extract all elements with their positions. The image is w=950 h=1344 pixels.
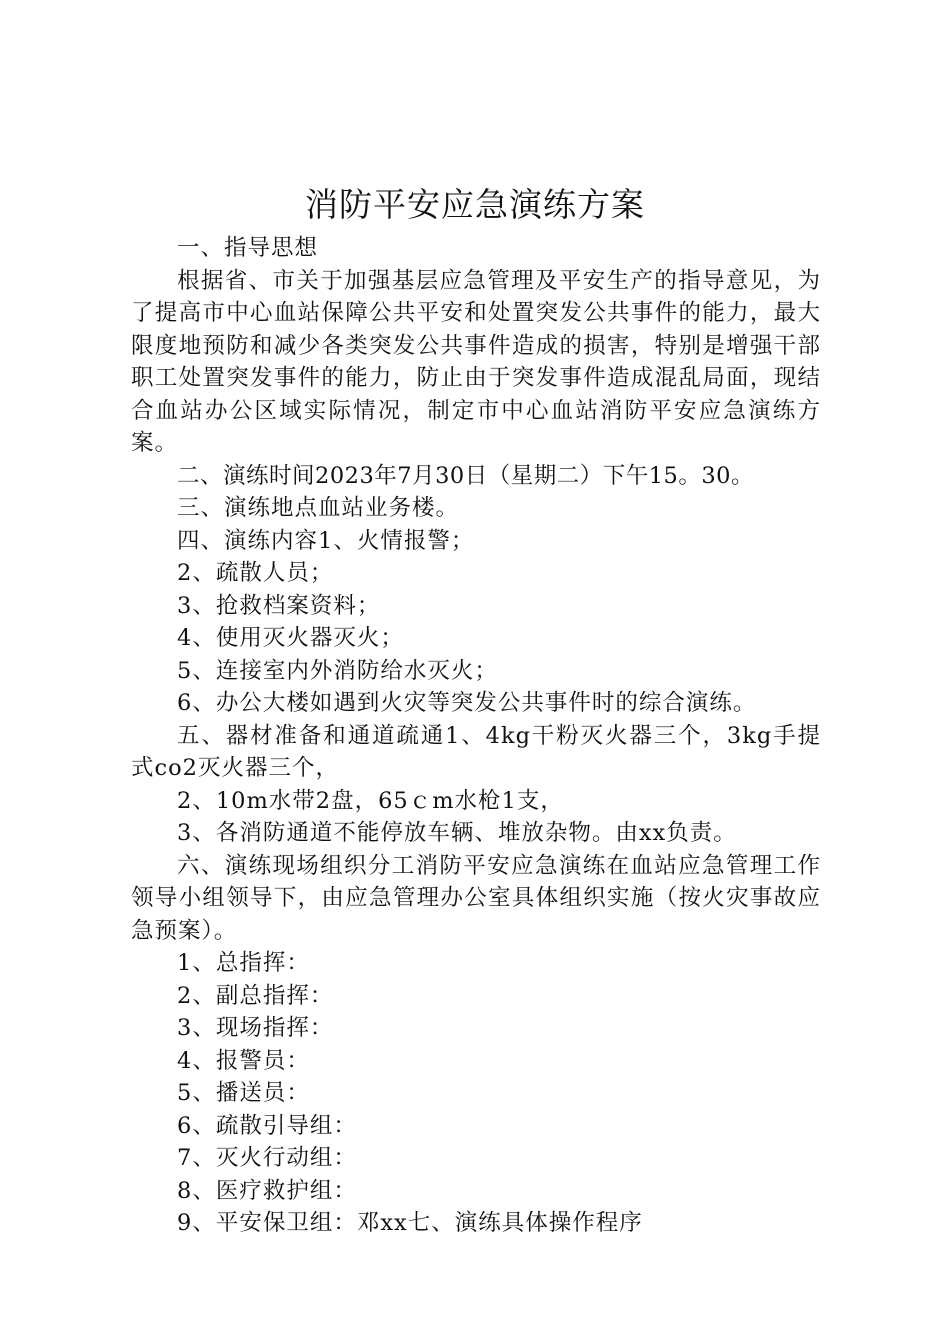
list-item: 3、现场指挥： [177, 1015, 334, 1041]
list-item: 4、报警员： [177, 1047, 310, 1074]
list-item: 6、疏散引导组： [177, 1112, 357, 1139]
list-item: 2、疏散人员； [177, 560, 334, 586]
paragraph-drill-content: 四、演练内容1、火情报警； [177, 527, 475, 554]
list-item: 1、总指挥： [177, 950, 310, 976]
list-item: 7、灭火行动组： [177, 1145, 357, 1171]
paragraph-equipment: 五、器材准备和通道疏通1、4kg干粉灭火器三个，3kg手提式co2灭火器三个， [131, 722, 821, 781]
list-item: 3、各消防通道不能停放车辆、堆放杂物。由xx负责。 [177, 820, 737, 846]
paragraph-drill-location: 三、演练地点血站业务楼。 [177, 495, 460, 521]
list-item: 9、平安保卫组：邓xx七、演练具体操作程序 [177, 1210, 643, 1236]
paragraph-organization: 六、演练现场组织分工消防平安应急演练在血站应急管理工作领导小组领导下，由应急管理办公室具体组织实施（按火灾事故应急预案）。 [131, 852, 821, 944]
document-title: 消防平安应急演练方案 [305, 185, 645, 224]
paragraph-guiding-ideology: 根据省、市关于加强基层应急管理及平安生产的指导意见，为了提高市中心血站保障公共平安和处置突发公共事件的能力，最大限度地预防和减少各类突发公共事件造成的损害，特别是增强干部职工处置突发事件的能力，防止由于突发事件造成混乱局面，现结合血站办公区域实际情况，制定市中心血站消防平安应急演练方案。 [131, 267, 821, 456]
list-item: 4、使用灭火器灭火； [177, 625, 404, 651]
list-item: 3、抢救档案资料； [177, 592, 381, 619]
list-item: 2、副总指挥： [177, 982, 334, 1009]
list-item: 5、播送员： [177, 1080, 310, 1106]
list-item: 6、办公大楼如遇到火灾等突发公共事件时的综合演练。 [177, 690, 757, 716]
paragraph-drill-time: 二、演练时间2023年7月30日（星期二）下午15。30。 [177, 462, 754, 489]
list-item: 2、10m水带2盘，65ｃm水枪1支， [177, 787, 564, 814]
document-body [131, 232, 821, 1240]
list-item: 8、医疗救护组： [177, 1177, 357, 1204]
section-heading-guiding-ideology: 一、指导思想 [177, 235, 319, 261]
list-item: 5、连接室内外消防给水灭火； [177, 657, 498, 684]
